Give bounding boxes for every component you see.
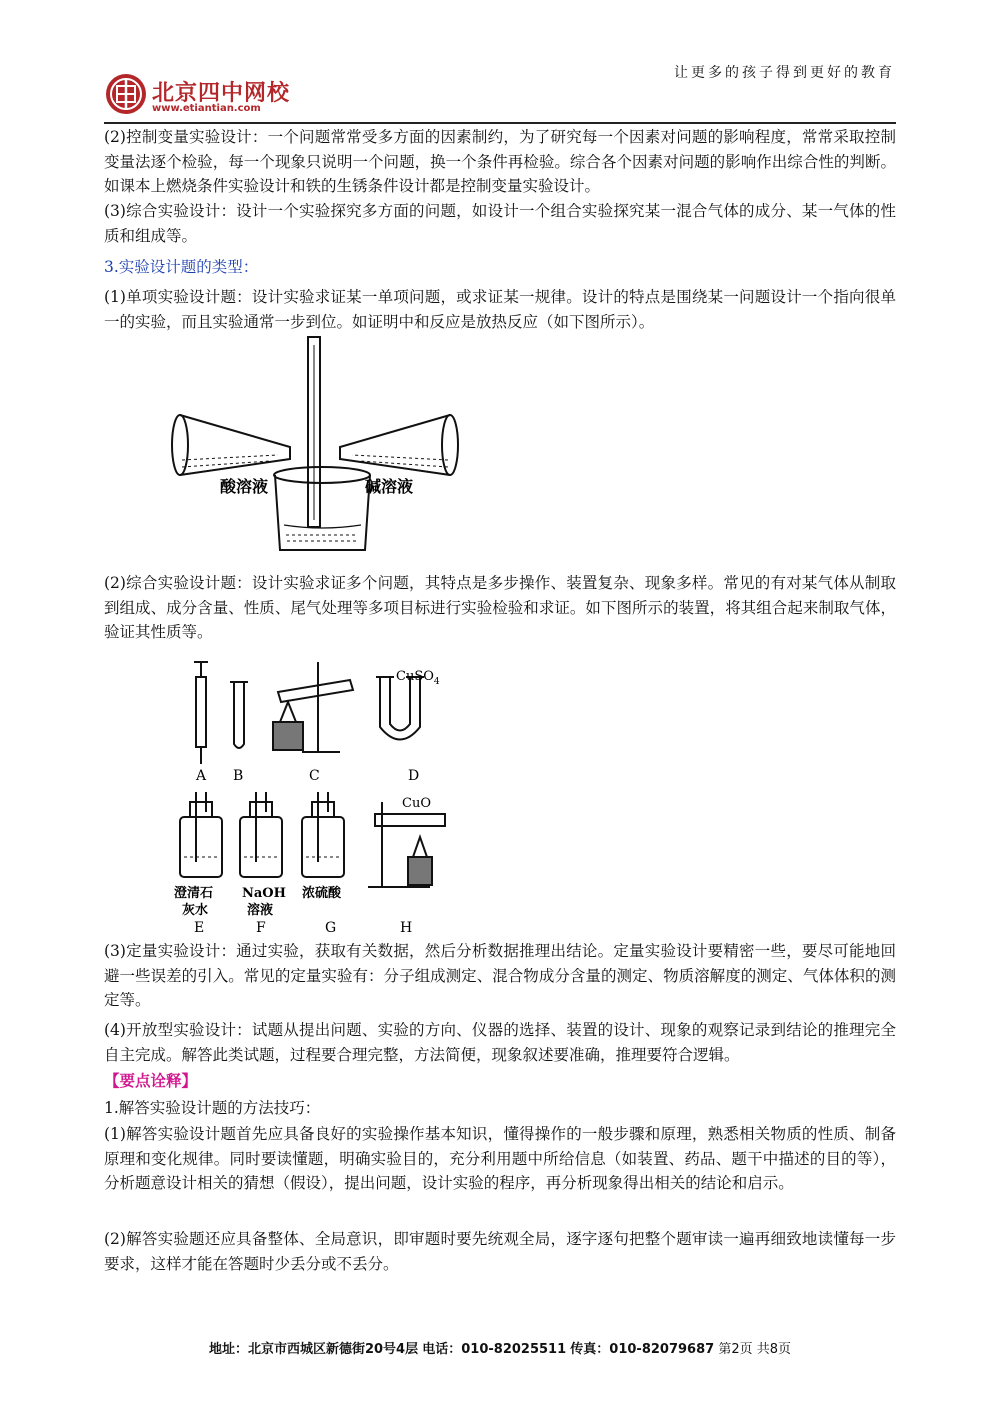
paragraph-multi-design: (2)综合实验设计题：设计实验求证多个问题，其特点是多步操作、装置复杂、现象多样。常见的有对某气体从制取到组成、成分含量、性质、尾气处理等多项目标进行实验检验和求证。如下图所示的装置，将其组合起来制取气体，验证其性质等。: [104, 574, 896, 641]
label-c: C: [309, 768, 320, 784]
header-divider: [104, 122, 896, 124]
heading-methods: 1.解答实验设计题的方法技巧：: [104, 1099, 321, 1117]
logo-text: 北京四中网校: [152, 81, 291, 106]
base-solution-label: 碱溶液: [365, 477, 414, 496]
label-a: A: [196, 768, 207, 784]
footer-fax: 传真：010-82079687: [570, 1342, 715, 1357]
footer-page-number: 第2页 共8页: [718, 1342, 792, 1357]
e-label-line2: 灰水: [182, 903, 209, 918]
header-slogan: 让更多的孩子得到更好的教育: [674, 65, 895, 81]
footer-address: 地址：北京市西城区新德街20号4层: [208, 1342, 419, 1357]
cuo-label: CuO: [402, 796, 431, 811]
label-f: F: [256, 920, 266, 936]
paragraph-comprehensive: (3)综合实验设计：设计一个实验探究多方面的问题，如设计一个组合实验探究某一混合气体的成分、某一气体的性质和组成等。: [104, 202, 896, 245]
f-label-line1: NaOH: [242, 886, 286, 901]
cuso4-label: CuSO$_4$: [396, 669, 440, 687]
heading-design-types: 3.实验设计题的类型：: [104, 258, 259, 276]
logo-url: www.etiantian.com: [152, 103, 261, 114]
label-g: G: [325, 920, 337, 936]
neutralization-apparatus-figure: [170, 335, 470, 565]
paragraph-method-1: (1)解答实验设计题首先应具备良好的实验操作基本知识，懂得操作的一般步骤和原理，熟悉相关物质的性质、制备原理和变化规律。同时要读懂题，明确实验目的，充分利用题中所给信息（如装置、药品、题干中描述的目的等），分析题意设计相关的猜想（假设），提出问题，设计实验的程序，再分析现象得出相关的结论和启示。: [104, 1125, 896, 1192]
f-label-line2: 溶液: [247, 903, 274, 918]
paragraph-quantitative: (3)定量实验设计：通过实验，获取有关数据，然后分析数据推理出结论。定量实验设计要精密一些，要尽可能地回避一些误差的引入。常见的定量实验有：分子组成测定、混合物成分含量的测定、物质溶解度的测定、气体体积的测定等。: [104, 942, 896, 1009]
paragraph-method-2: (2)解答实验题还应具备整体、全局意识，即审题时要先统观全局，逐字逐句把整个题审读一遍再细致地读懂每一步要求，这样才能在答题时少丢分或不丢分。: [104, 1230, 896, 1273]
paragraph-open: (4)开放型实验设计：试题从提出问题、实验的方向、仪器的选择、装置的设计、现象的观察记录到结论的推理完全自主完成。解答此类试题，过程要合理完整，方法简便，现象叙述要准确，推理要符合逻辑。: [104, 1021, 896, 1064]
gas-apparatus-figure: [170, 652, 450, 937]
label-b: B: [233, 768, 244, 784]
label-d: D: [408, 768, 420, 784]
paragraph-control-variable: (2)控制变量实验设计：一个问题常常受多方面的因素制约，为了研究每一个因素对问题的影响程度，常常采取控制变量法逐个检验，每一个现象只说明一个问题，换一个条件再检验。综合各个因素对问题的影响作出综合性的判断。如课本上燃烧条件实验设计和铁的生锈条件设计都是控制变量实验设计。: [104, 128, 896, 195]
e-label-line1: 澄清石: [174, 886, 214, 901]
paragraph-single-design: (1)单项实验设计题：设计实验求证某一单项问题，或求证某一规律。设计的特点是围绕某一问题设计一个指向很单一的实验，而且实验通常一步到位。如证明中和反应是放热反应（如下图所示）。: [104, 288, 896, 331]
key-points-title: 【要点诠释】: [104, 1071, 198, 1090]
acid-solution-label: 酸溶液: [220, 477, 269, 496]
label-e: E: [194, 920, 205, 936]
footer-phone: 电话：010-82025511: [422, 1342, 567, 1357]
label-h: H: [400, 920, 413, 936]
page-footer: [0, 1338, 1000, 1357]
g-label: 浓硫酸: [302, 886, 342, 901]
